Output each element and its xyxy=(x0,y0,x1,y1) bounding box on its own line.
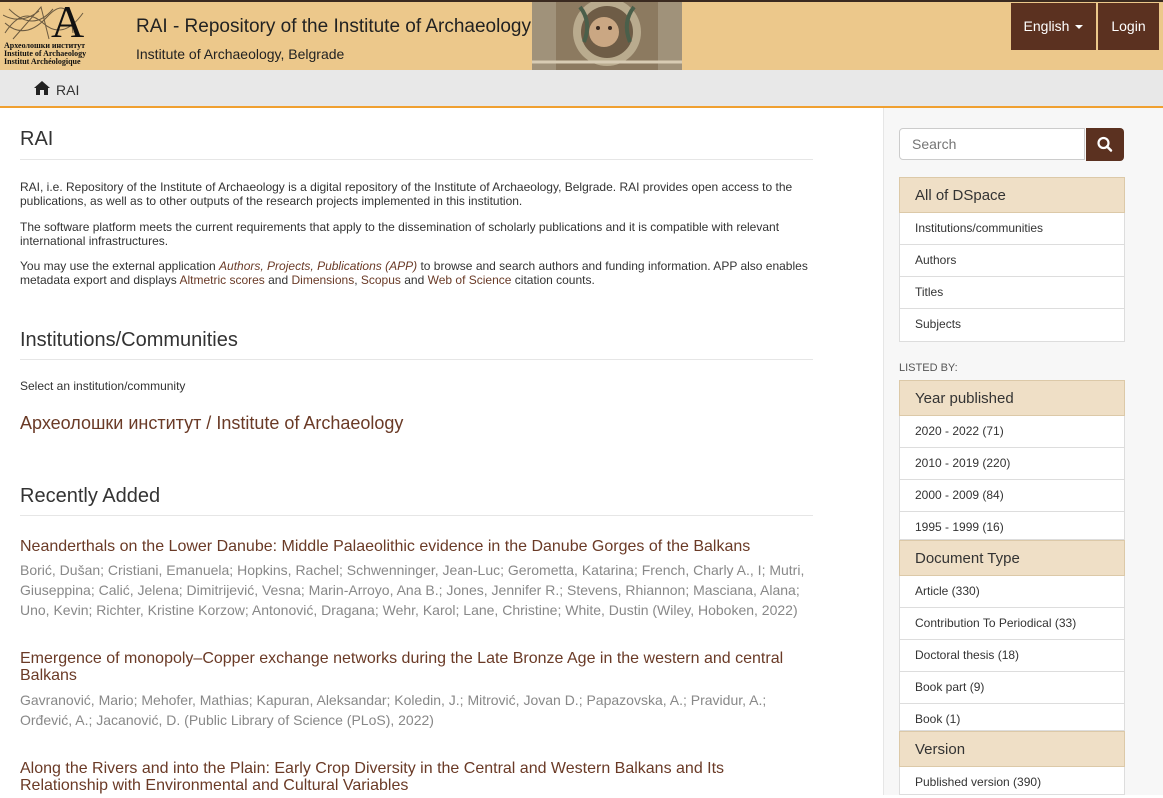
text: , xyxy=(354,273,361,287)
caret-down-icon xyxy=(1075,25,1083,29)
version-heading: Version xyxy=(899,731,1125,767)
select-community-text: Select an institution/community xyxy=(20,379,186,393)
doctype-facet-item[interactable]: Book (1) xyxy=(899,704,1125,731)
version-facet-item[interactable]: Published version (390) xyxy=(899,767,1125,795)
recent-item-title[interactable]: Along the Rivers and into the Plain: Early Crop Diversity in the Central and Western Balkans and Its Relationship with Environmental and Cultural Variables xyxy=(20,760,725,794)
site-header xyxy=(0,0,1163,70)
text: and xyxy=(264,273,292,287)
divider xyxy=(20,159,813,160)
doctype-facet-item[interactable]: Article (330) xyxy=(899,576,1125,608)
all-dspace-heading: All of DSpace xyxy=(899,177,1125,213)
mosaic-banner-image xyxy=(532,2,682,70)
browse-titles-link[interactable]: Titles xyxy=(899,277,1125,309)
altmetric-link[interactable]: Altmetric scores xyxy=(179,273,265,287)
language-label: English xyxy=(1023,18,1070,34)
recent-item-title[interactable]: Emergence of monopoly–Copper exchange networks during the Late Bronze Age in the western and central Balkans xyxy=(20,650,784,684)
search-button[interactable] xyxy=(1086,128,1124,161)
year-facet-item[interactable]: 2020 - 2022 (71) xyxy=(899,416,1125,448)
recent-item-title[interactable]: Neanderthals on the Lower Danube: Middle Palaeolithic evidence in the Danube Gorges of the Balkans xyxy=(20,538,751,555)
login-button[interactable]: Login xyxy=(1098,3,1159,50)
site-subtitle: Institute of Archaeology, Belgrade xyxy=(136,46,345,62)
text: citation counts. xyxy=(511,273,595,287)
year-published-heading: Year published xyxy=(899,380,1125,416)
year-facet-item[interactable]: 2010 - 2019 (220) xyxy=(899,448,1125,480)
logo-line: Institut Archéologique xyxy=(4,57,81,66)
year-facet-item[interactable]: 1995 - 1999 (16) xyxy=(899,512,1125,540)
intro-paragraph: RAI, i.e. Repository of the Institute of Archaeology is a digital repository of the Institute of Archaeology, Belgrade. RAI provides open access to the publications, as well as to other outputs of the research projects implemented in this institution. xyxy=(20,180,793,208)
logo-line: Institute of Archaeology xyxy=(4,49,87,58)
logo-text xyxy=(4,42,88,66)
browse-authors-link[interactable]: Authors xyxy=(899,245,1125,277)
recently-added-heading: Recently Added xyxy=(20,485,161,507)
text: You may use the external application xyxy=(20,259,220,273)
doctype-facet-item[interactable]: Contribution To Periodical (33) xyxy=(899,608,1125,640)
platform-paragraph: The software platform meets the current requirements that apply to the dissemination of scholarly publications and it is compatible with relevant international infrastructures. xyxy=(20,220,780,248)
listed-by-label: LISTED BY: xyxy=(899,362,958,374)
divider xyxy=(20,359,813,360)
year-facet-item[interactable]: 2000 - 2009 (84) xyxy=(899,480,1125,512)
logo-letter: A xyxy=(51,0,85,47)
document-type-heading: Document Type xyxy=(899,540,1125,576)
breadcrumb-home-link[interactable]: RAI xyxy=(56,82,80,98)
community-link[interactable]: Археолошки институт / Institute of Archaeology xyxy=(20,413,404,433)
recent-item-authors: Gavranović, Mario; Mehofer, Mathias; Kapuran, Aleksandar; Koledin, J.; Mitrović, Jovan D.; Papazovska, A.; Pravidur, A.; Orđević, A.; Jacanović, D. (Public Library of Science (PLoS), 2022) xyxy=(20,692,767,728)
divider xyxy=(20,515,813,516)
browse-subjects-link[interactable]: Subjects xyxy=(899,309,1125,342)
breadcrumb xyxy=(0,70,1163,108)
page-title: RAI xyxy=(20,128,54,150)
app-paragraph xyxy=(20,259,810,287)
scopus-link[interactable]: Scopus xyxy=(360,273,401,287)
dimensions-link[interactable]: Dimensions xyxy=(291,273,355,287)
communities-heading: Institutions/Communities xyxy=(20,329,238,351)
text: and xyxy=(400,273,428,287)
doctype-facet-item[interactable]: Book part (9) xyxy=(899,672,1125,704)
home-icon[interactable] xyxy=(34,81,50,95)
browse-communities-link[interactable]: Institutions/communities xyxy=(899,213,1125,245)
language-dropdown-button[interactable] xyxy=(1011,3,1096,50)
site-title[interactable]: RAI - Repository of the Institute of Archaeology xyxy=(136,16,531,37)
recent-item-authors: Borić, Dušan; Cristiani, Emanuela; Hopkins, Rachel; Schwenninger, Jean-Luc; Gerometta, Katarina; French, Charly A., I; Mutri, Giuseppina; Calić, Jelena; Dimitrijević, Vesna; Marin-Arroyo, Ana B.; Jones, Jennifer R.; Stevens, Rhiannon; Masciana, Alana; Uno, Kevin; Richter, Kristine Korzow; Antonović, Dragana; Wehr, Karol; Lane, Christine; White, Dustin (Wiley, Hoboken, 2022) xyxy=(20,562,805,618)
app-link[interactable]: Authors, Projects, Publications (APP) xyxy=(219,259,418,273)
search-input[interactable] xyxy=(899,128,1085,160)
search-icon xyxy=(1086,128,1124,161)
wos-link[interactable]: Web of Science xyxy=(427,273,512,287)
doctype-facet-item[interactable]: Doctoral thesis (18) xyxy=(899,640,1125,672)
institute-logo[interactable] xyxy=(3,0,87,67)
text: to browse and search authors and funding information. APP also enables metadata export and displays xyxy=(20,259,808,287)
logo-line: Археолошки институт xyxy=(4,41,85,50)
